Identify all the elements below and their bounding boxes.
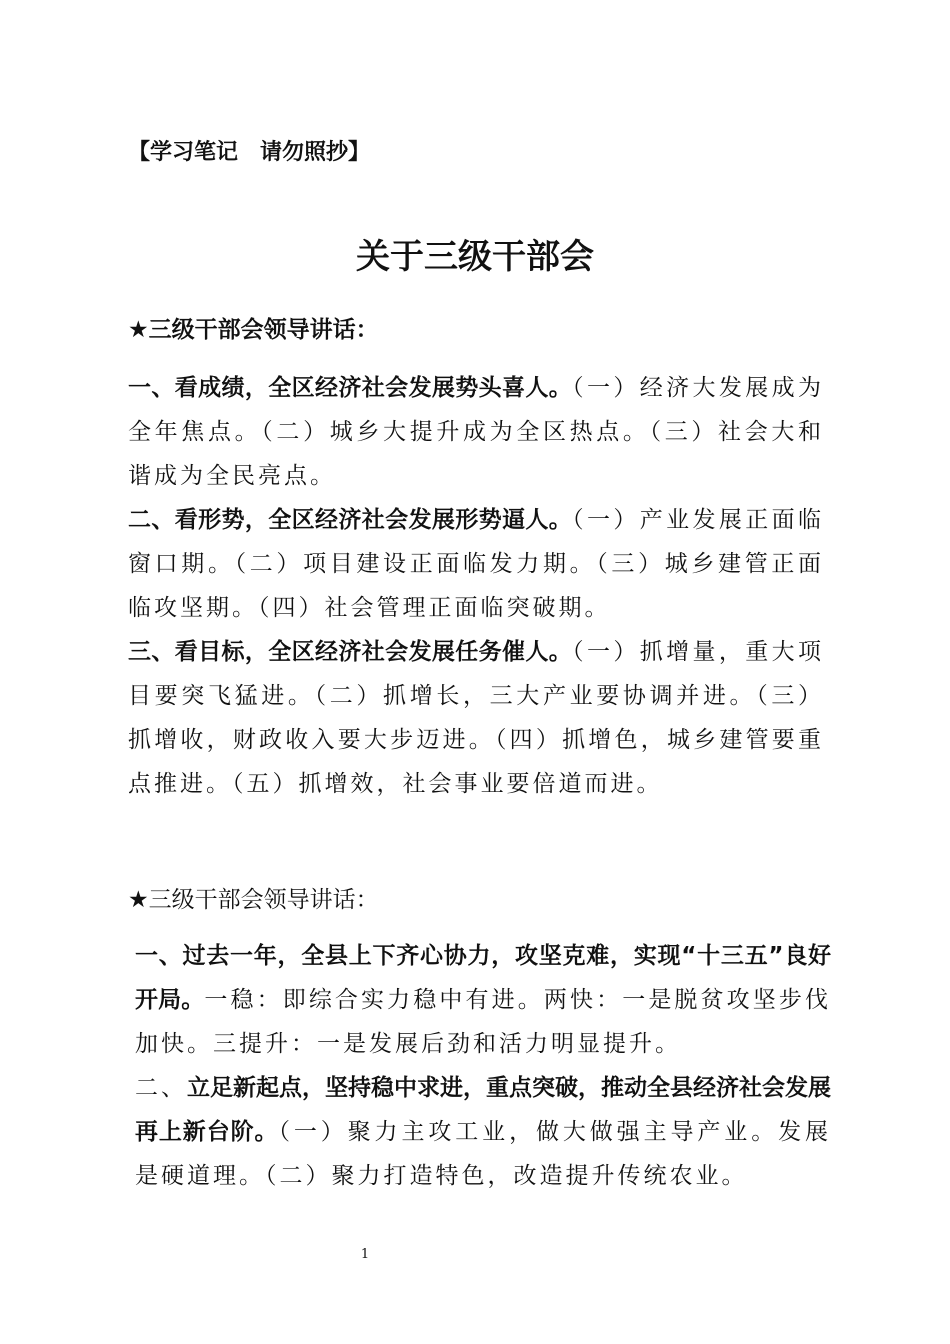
paragraph: [135, 934, 831, 1066]
paragraph-lead: 立足新起点，坚持稳中求进，重点突破，推动全县经济社会发展再上新台阶。: [135, 1075, 831, 1145]
paragraph-text: 一稳：即综合实力稳中有进。两快：一是脱贫攻坚步伐加快。三提升：一是发展后劲和活力明显提升。: [135, 987, 832, 1057]
paragraph: [135, 1066, 831, 1198]
paragraph: [128, 366, 824, 498]
paragraph-lead: 一、看成绩，全区经济社会发展势头喜人。: [128, 375, 573, 401]
section-1-body: [128, 366, 824, 806]
paragraph-lead: 二、看形势，全区经济社会发展形势逼人。: [128, 507, 573, 533]
document-title: 关于三级干部会: [356, 237, 594, 277]
paragraph-lead: 三、看目标，全区经济社会发展任务催人。: [128, 639, 573, 665]
paragraph-text: （一）产业发展正面临窗口期。（二）项目建设正面临发力期。（三）城乡建管正面临攻坚期。（四）社会管理正面临突破期。: [128, 507, 824, 621]
section-1-heading: ★三级干部会领导讲话：: [128, 317, 379, 343]
paragraph: [128, 498, 824, 630]
page-number: 1: [360, 1247, 370, 1262]
paragraph-lead: 一、过去一年，全县上下齐心协力，攻坚克难，实现“十三五”良好开局。: [135, 943, 831, 1013]
section-2-body: [135, 934, 831, 1198]
paragraph-prefix: 二、: [135, 1075, 187, 1101]
study-note-label: 【学习笔记 请勿照抄】: [128, 140, 371, 165]
paragraph: [128, 630, 824, 806]
paragraph-text: （一）经济大发展成为全年焦点。（二）城乡大提升成为全区热点。（三）社会大和谐成为全民亮点。: [128, 375, 824, 489]
paragraph-text: （一）抓增量，重大项目要突飞猛进。（二）抓增长，三大产业要协调并进。（三）抓增收，财政收入要大步迈进。（四）抓增色，城乡建管要重点推进。（五）抓增效，社会事业要倍道而进。: [128, 639, 824, 797]
paragraph-text: （一）聚力主攻工业，做大做强主导产业。发展是硬道理。（二）聚力打造特色，改造提升传统农业。: [135, 1119, 832, 1189]
section-2-heading: ★三级干部会领导讲话：: [128, 887, 379, 913]
